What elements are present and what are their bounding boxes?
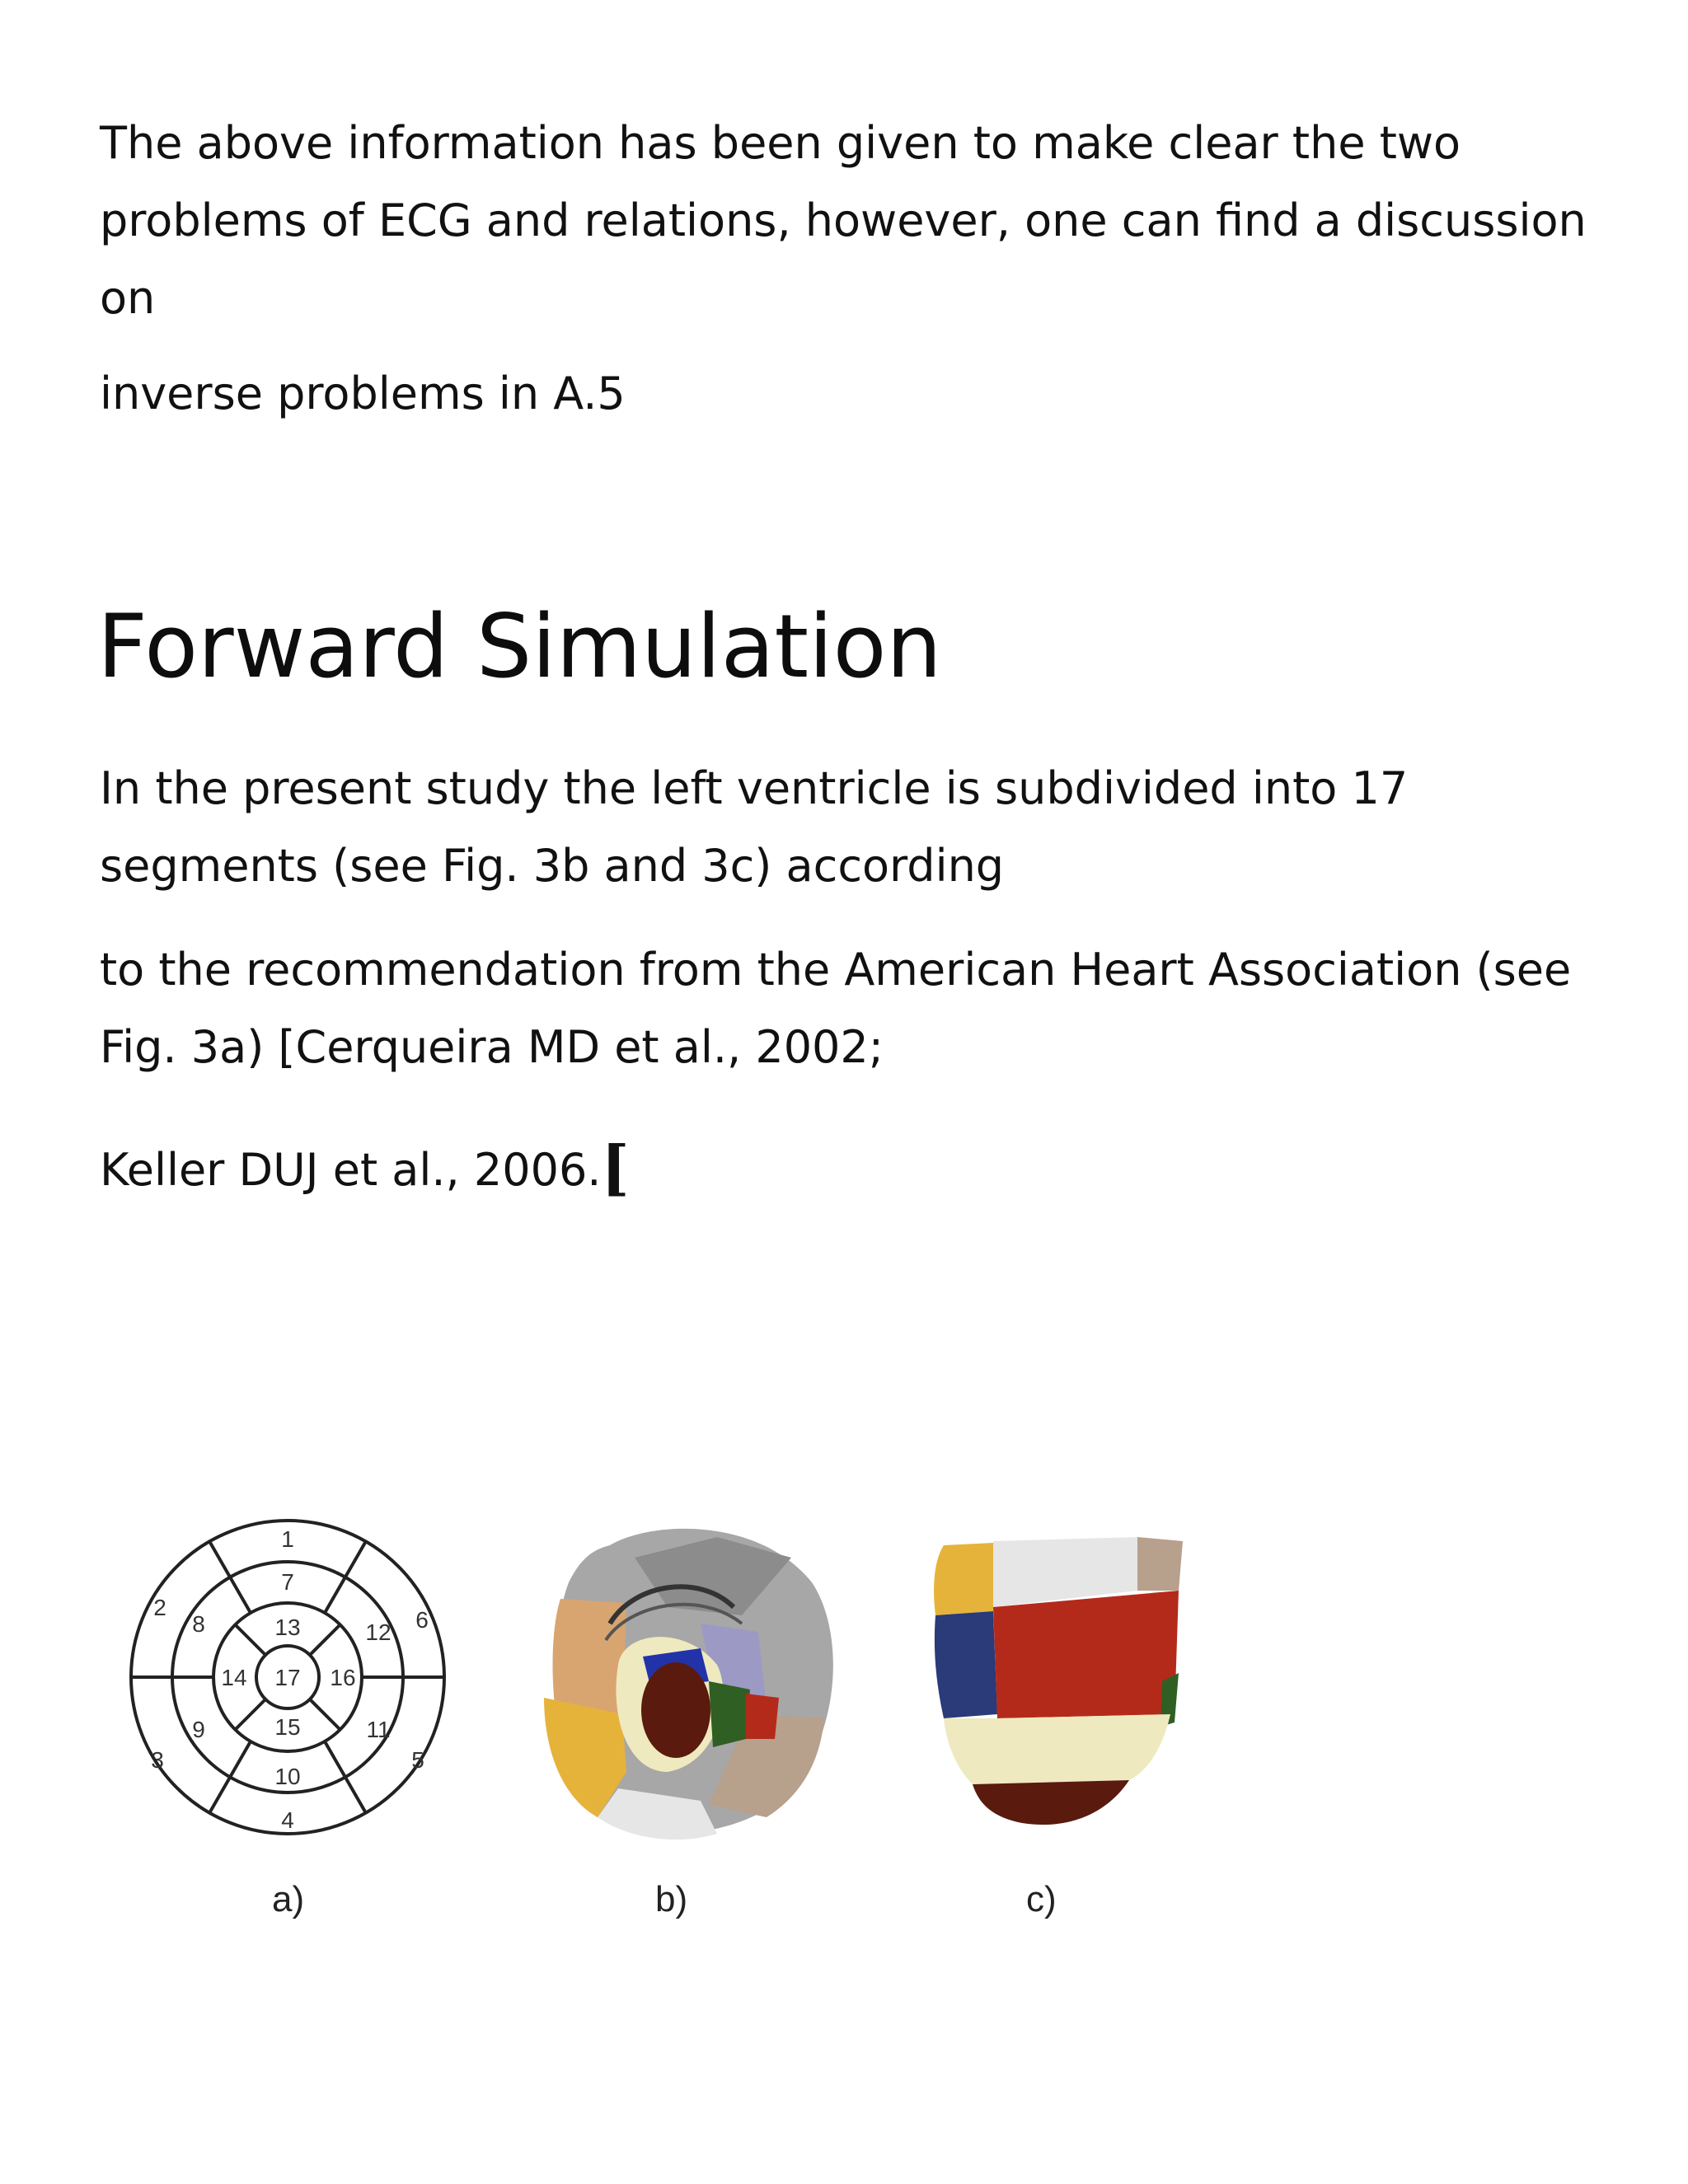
figure-label-b: b) [655, 1879, 688, 1919]
paragraph-segments [100, 750, 1616, 905]
segment-label: 16 [330, 1665, 356, 1690]
segment-label: 9 [192, 1717, 205, 1742]
text-line: In the present study the left ventricle is subdivided into 17 [100, 762, 1409, 814]
text-line: Fig. 3a) [Cerqueira MD et al., 2002; [100, 1021, 884, 1073]
figure-3 [107, 1500, 1261, 1945]
paragraph-recommendation [100, 931, 1616, 1086]
segment-label: 1 [281, 1526, 294, 1552]
segment-label: 15 [274, 1714, 301, 1740]
text-line: on [100, 272, 156, 324]
segment-label: 7 [281, 1569, 294, 1595]
paragraph-citation [100, 1129, 1616, 1209]
segment-label: 17 [274, 1665, 301, 1690]
ventricle-model-c [934, 1537, 1183, 1825]
open-bracket: [ [601, 1132, 630, 1202]
text-line: segments (see Fig. 3b and 3c) according [100, 840, 1005, 892]
figure-label-c: c) [1026, 1879, 1057, 1919]
text-line: The above information has been given to make clear the two [100, 117, 1461, 169]
segment-label: 8 [192, 1611, 205, 1637]
segment-label: 11 [366, 1717, 391, 1742]
text-line: to the recommendation from the American Heart Association (see [100, 944, 1572, 996]
bullseye-diagram [131, 1521, 444, 1834]
segment-label: 14 [221, 1665, 247, 1690]
paragraph-intro [100, 105, 1616, 337]
text-line: inverse problems in A.5 [100, 368, 626, 419]
segment-label: 6 [415, 1607, 429, 1633]
segment-label: 2 [153, 1595, 166, 1620]
citation-text: Keller DUJ et al., 2006. [100, 1144, 602, 1196]
text-line: problems of ECG and relations, however, one can find a discussion [100, 194, 1587, 246]
segment-label: 5 [411, 1747, 424, 1773]
segment-label: 12 [365, 1619, 392, 1645]
section-heading: Forward Simulation [97, 596, 942, 697]
segment-label: 4 [281, 1807, 294, 1833]
paragraph-inverse [100, 355, 1616, 433]
figure-3-graphic [107, 1500, 1261, 1945]
segment-label: 13 [274, 1615, 301, 1640]
figure-label-a: a) [272, 1879, 305, 1919]
ventricle-model-b [544, 1529, 833, 1840]
segment-label: 3 [151, 1747, 164, 1773]
segment-label: 10 [274, 1764, 301, 1789]
